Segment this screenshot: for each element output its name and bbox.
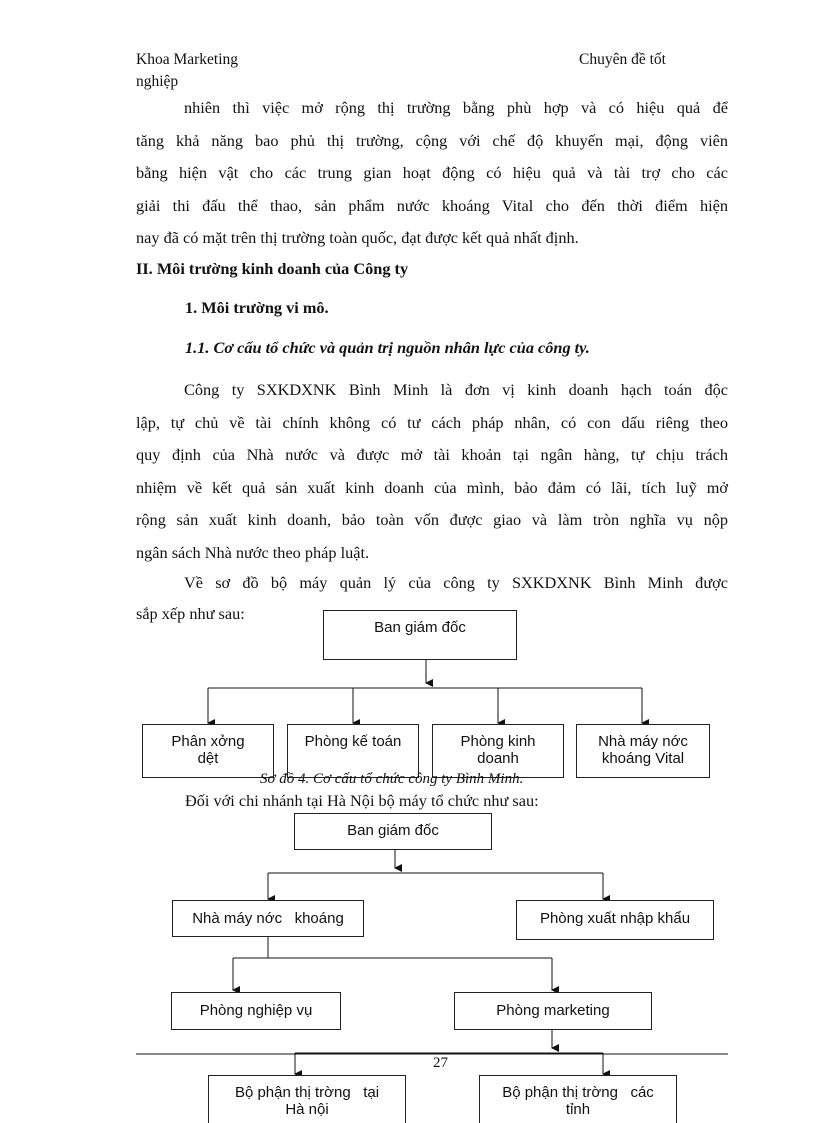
chart2-level4-right-label: tỉnh — [565, 1101, 591, 1118]
text-line: nay đã có mặt trên thị trường toàn quốc, đạt được kết quả nhất định. — [136, 228, 579, 248]
chart1-child-box — [287, 724, 419, 778]
chart1-child-box — [142, 724, 274, 778]
chart2-level4-right-box — [479, 1075, 677, 1123]
text-line: bằng hiện vật cho các trung gian hoạt động có hiệu quả và tài trợ cho các — [136, 163, 728, 183]
chart2-level2-right-label: Phòng xuất nhập khẩu — [539, 910, 691, 927]
subsubsection-heading: 1.1. Cơ cấu tổ chức và quản trị nguồn nhân lực của công ty. — [185, 338, 590, 357]
text-line: Công ty SXKDXNK Bình Minh là đơn vị kinh doanh hạch toán độc — [184, 380, 728, 399]
chart2-level3-left-box — [171, 992, 341, 1030]
chart1-child-label: khoáng Vital — [601, 750, 685, 767]
chart2-level3-right-label: Phòng marketing — [496, 1002, 610, 1019]
chart2-level2-right-box — [516, 900, 714, 940]
chart2-level4-left-box — [208, 1075, 406, 1123]
chart2-level3-left-label: Phòng nghiệp vụ — [199, 1002, 313, 1019]
chart2-top-label: Ban giám đốc — [347, 822, 439, 839]
chart1-caption: Sơ đồ 4. Cơ cấu tổ chức công ty Bình Minh. — [260, 771, 524, 787]
diagram-intro-continuation: sắp xếp như sau: — [136, 604, 245, 623]
text-line: nhiên thì việc mở rộng thị trường bằng phù hợp và có hiệu quả để — [184, 98, 728, 117]
text-line: quy định của Nhà nước và được mở tài khoản tại ngân hàng, tự chịu trách — [136, 445, 728, 465]
text-line: ngân sách Nhà nước theo pháp luật. — [136, 542, 370, 562]
chart2-level4-left-label: Hà nội — [285, 1101, 329, 1118]
chart2-level3-right-box — [454, 992, 652, 1030]
chart2-level2-left-box — [172, 900, 364, 937]
chart1-child-label: Phòng kinh — [460, 733, 536, 750]
chart2-level2-left-label: Nhà máy nớc khoáng — [192, 910, 344, 927]
chart1-child-label: Nhà máy nớc — [598, 733, 688, 750]
branch-intro: Đối với chi nhánh tại Hà Nội bộ máy tổ chức như sau: — [185, 791, 539, 810]
chart1-top-box — [323, 610, 517, 660]
text-line: Về sơ đồ bộ máy quản lý của công ty SXKDXNK Bình Minh được — [184, 573, 728, 592]
subsection-heading: 1. Môi trường vi mô. — [185, 298, 329, 317]
chart2-top-box — [294, 813, 492, 850]
chart1-child-box — [432, 724, 564, 778]
text-line: lập, tự chủ về tài chính không có tư cách pháp nhân, có con dấu riêng theo — [136, 412, 728, 432]
text-line: rộng sản xuất kinh doanh, bảo toàn vốn được giao và làm tròn nghĩa vụ nộp — [136, 510, 728, 530]
section-heading: II. Môi trường kinh doanh của Công ty — [136, 259, 409, 278]
text-line: tăng khả năng bao phủ thị trường, cộng với chế độ khuyến mại, động viên — [136, 130, 728, 150]
page-number: 27 — [433, 1055, 448, 1071]
chart1-child-label: dệt — [197, 750, 219, 767]
chart1-child-label: doanh — [477, 750, 519, 767]
header-right: Chuyên đề tốt — [579, 51, 666, 68]
chart1-child-label: Phân xởng — [171, 733, 245, 750]
text-line: nhiệm về kết quả sản xuất kinh doanh của mình, bảo đảm có lãi, tích luỹ mở — [136, 477, 728, 497]
chart1-child-label: Phòng kế toán — [304, 733, 402, 750]
header-left: Khoa Marketing — [136, 51, 239, 68]
chart2-level4-left-label: Bộ phận thị trờng tại — [234, 1084, 380, 1101]
header-continuation: nghiệp — [136, 73, 179, 90]
chart1-top-label: Ban giám đốc — [374, 619, 466, 636]
chart2-level4-right-label: Bộ phận thị trờng các — [502, 1084, 654, 1101]
chart1-child-box — [576, 724, 710, 778]
text-line: giải thi đấu thể thao, sản phẩm nước khoáng Vital cho đến thời điểm hiện — [136, 195, 728, 215]
